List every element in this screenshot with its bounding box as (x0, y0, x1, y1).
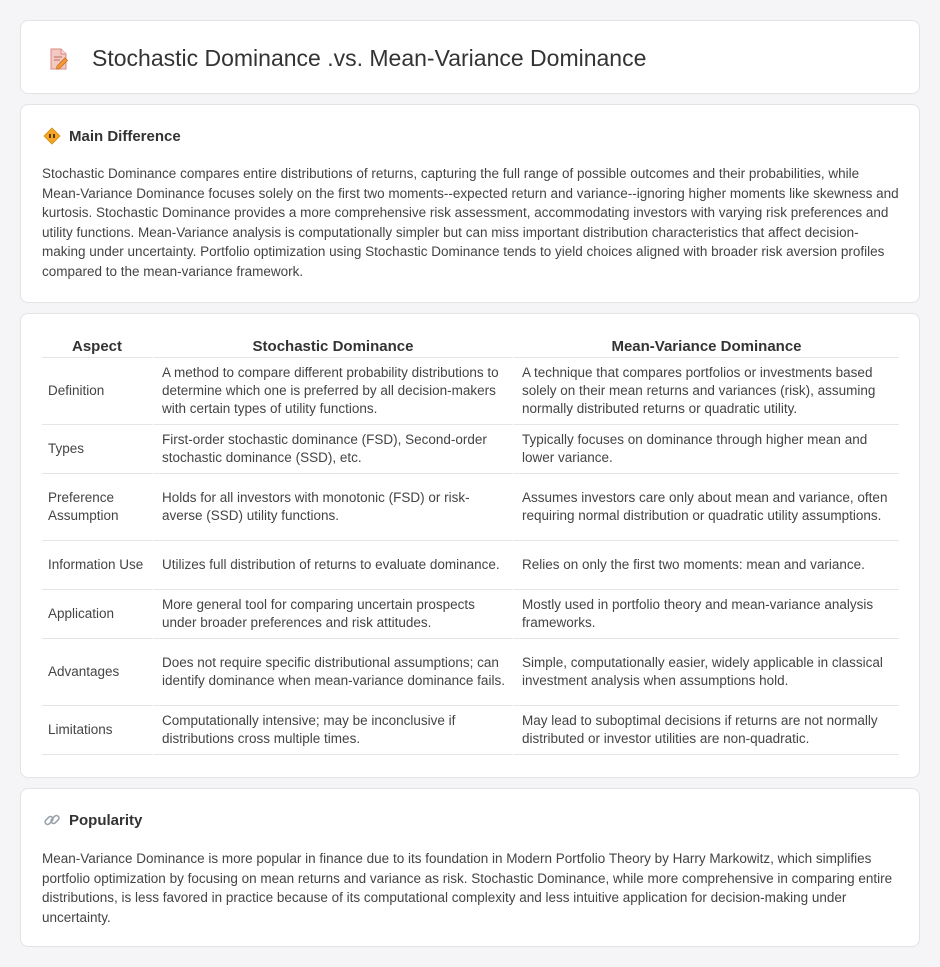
row-mean-variance-value: May lead to suboptimal decisions if returns are not normally distributed or investor utilities are non-quadratic. (512, 706, 899, 755)
row-stochastic-value: Utilizes full distribution of returns to evaluate dominance. (152, 541, 512, 590)
row-mean-variance-value: Simple, computationally easier, widely applicable in classical investment analysis when assumptions hold. (512, 639, 899, 706)
header-mean-variance-dominance: Mean-Variance Dominance (512, 334, 899, 358)
table-row (42, 358, 899, 425)
popularity-section (20, 788, 920, 947)
row-aspect: Types (42, 425, 152, 474)
table-row (42, 639, 899, 706)
row-aspect: Information Use (42, 541, 152, 590)
row-stochastic-value: A method to compare different probability distributions to determine which one is preferred by all decision-makers with certain types of utility functions. (152, 358, 512, 425)
table-row (42, 541, 899, 590)
row-stochastic-value: Does not require specific distributional assumptions; can identify dominance when mean-variance dominance fails. (152, 639, 512, 706)
row-aspect: Advantages (42, 639, 152, 706)
comparison-table-card (20, 313, 920, 778)
diamond-warning-icon (43, 127, 61, 145)
page-title: Stochastic Dominance .vs. Mean-Variance Dominance (92, 45, 647, 71)
row-mean-variance-value: Relies on only the first two moments: mean and variance. (512, 541, 899, 590)
document-edit-icon (48, 47, 70, 71)
main-difference-text: Stochastic Dominance compares entire distributions of returns, capturing the full range of possible outcomes and their probabilities, while Mean-Variance Dominance focuses solely on the first two moments--expected return and variance--ignoring higher moments like skewness and kurtosis. Stochastic Dominance provides a more comprehensive risk assessment, accommodating investors with varying risk preferences and utility functions. Mean-Variance analysis is computationally simpler but can miss important distribution characteristics that affect decision-making under uncertainty. Portfolio optimization using Stochastic Dominance tends to yield choices aligned with broader risk aversion profiles compared to the mean-variance framework. (42, 166, 899, 279)
table-row (42, 425, 899, 474)
row-stochastic-value: First-order stochastic dominance (FSD), Second-order stochastic dominance (SSD), etc. (152, 425, 512, 474)
row-stochastic-value: Holds for all investors with monotonic (FSD) or risk-averse (SSD) utility functions. (152, 474, 512, 541)
row-aspect: Definition (42, 358, 152, 425)
row-mean-variance-value: A technique that compares portfolios or investments based solely on their mean returns and variances (risk), assuming normally distributed returns or quadratic utility. (512, 358, 899, 425)
popularity-heading: Popularity (69, 811, 143, 829)
table-row (42, 590, 899, 639)
row-stochastic-value: Computationally intensive; may be inconclusive if distributions cross multiple times. (152, 706, 512, 755)
header-aspect: Aspect (42, 334, 152, 358)
header-card (20, 20, 920, 94)
main-difference-section (20, 104, 920, 303)
main-difference-heading: Main Difference (69, 127, 181, 145)
table-row (42, 706, 899, 755)
table-row (42, 474, 899, 541)
row-stochastic-value: More general tool for comparing uncertain prospects under broader preferences and risk attitudes. (152, 590, 512, 639)
row-aspect: Application (42, 590, 152, 639)
header-stochastic-dominance: Stochastic Dominance (152, 334, 512, 358)
row-mean-variance-value: Typically focuses on dominance through higher mean and lower variance. (512, 425, 899, 474)
comparison-table (42, 334, 899, 755)
row-mean-variance-value: Mostly used in portfolio theory and mean-variance analysis frameworks. (512, 590, 899, 639)
link-icon (43, 811, 61, 829)
row-aspect: Limitations (42, 706, 152, 755)
row-mean-variance-value: Assumes investors care only about mean and variance, often requiring normal distribution or quadratic utility assumptions. (512, 474, 899, 541)
row-aspect: Preference Assumption (42, 474, 152, 541)
popularity-text: Mean-Variance Dominance is more popular in finance due to its foundation in Modern Portfolio Theory by Harry Markowitz, which simplifies portfolio optimization by focusing on mean returns and variance as risk. Stochastic Dominance, while more comprehensive in comparing entire distributions, is less favored in practice because of its computational complexity and less intuitive application for decision-making under uncertainty. (42, 851, 893, 925)
table-header-row (42, 334, 899, 358)
